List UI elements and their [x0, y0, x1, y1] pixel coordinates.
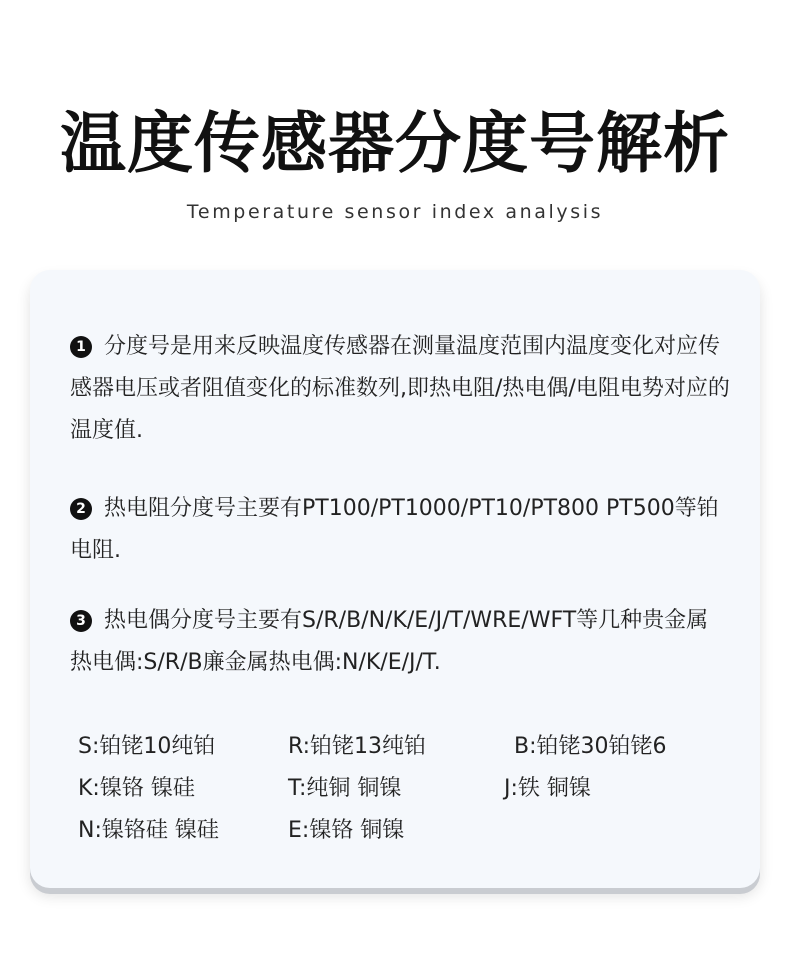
table-row — [78, 726, 718, 768]
table-cell: K:镍铬 镍硅 — [78, 776, 195, 801]
table-cell: T:纯铜 铜镍 — [288, 776, 402, 801]
section-3 — [70, 600, 730, 684]
table-cell: E:镍铬 铜镍 — [288, 818, 405, 843]
table-row — [78, 768, 718, 810]
section-1 — [70, 326, 730, 452]
table-cell: B:铂铑30铂铑6 — [514, 734, 667, 759]
table-cell: R:铂铑13纯铂 — [288, 734, 427, 759]
table-row — [78, 810, 718, 852]
number-badge-2: 2 — [70, 498, 92, 520]
number-badge-1: 1 — [70, 336, 92, 358]
section-3-text: 热电偶分度号主要有S/R/B/N/K/E/J/T/WRE/WFT等几种贵金属热电偶:S/R/B廉金属热电偶:N/K/E/J/T. — [70, 608, 709, 675]
info-card — [30, 270, 760, 888]
section-1-text: 分度号是用来反映温度传感器在测量温度范围内温度变化对应传感器电压或者阻值变化的标准数列,即热电阻/热电偶/电阻电势对应的温度值. — [70, 334, 730, 443]
page-title: 温度传感器分度号解析 — [60, 105, 730, 182]
section-2-text: 热电阻分度号主要有PT100/PT1000/PT10/PT800 PT500等铂电阻. — [70, 496, 719, 563]
table-cell: S:铂铑10纯铂 — [78, 734, 216, 759]
page-subtitle: Temperature sensor index analysis — [186, 201, 604, 223]
thermocouple-types-table — [78, 726, 718, 852]
table-cell: J:铁 铜镍 — [504, 776, 591, 801]
number-badge-3: 3 — [70, 610, 92, 632]
section-2 — [70, 488, 730, 572]
table-cell: N:镍铬硅 镍硅 — [78, 818, 219, 843]
